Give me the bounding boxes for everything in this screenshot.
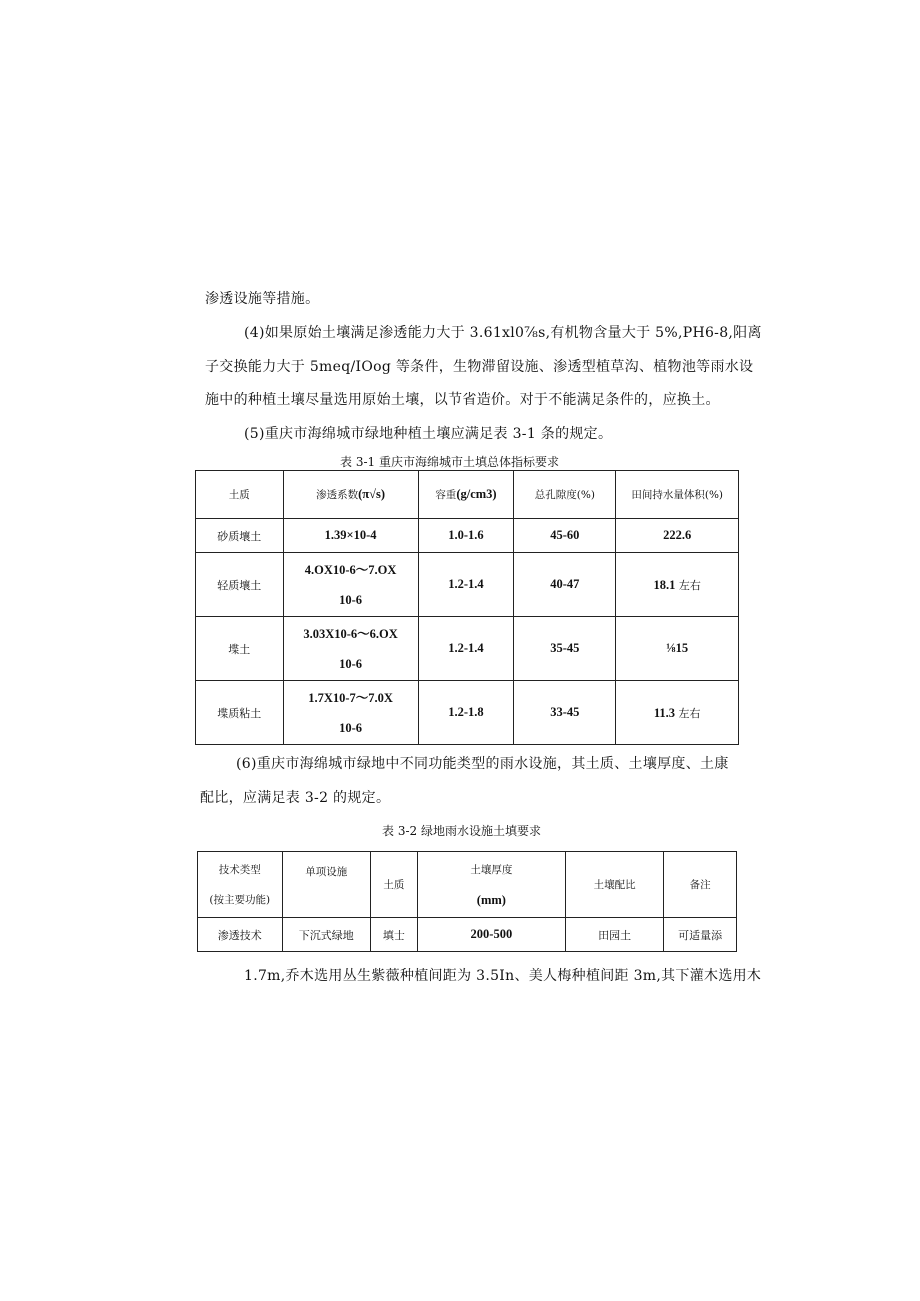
header-cell: 备注 xyxy=(664,852,737,918)
cell-density: 1.2-1.8 xyxy=(418,681,514,745)
table-row xyxy=(196,553,739,617)
water-value: 18.1 xyxy=(653,577,676,592)
header-cell: 田间持水量体积(%) xyxy=(616,471,739,519)
cell-soil: 堞土 xyxy=(196,617,284,681)
header-cell: 土质 xyxy=(196,471,284,519)
header-unit: (mm) xyxy=(476,892,506,907)
header-text: 渗透系数 xyxy=(316,489,359,501)
permeability-line: 1.7X10-7～7.0X xyxy=(308,690,393,705)
table-row xyxy=(196,681,739,745)
text-line: 配比，应满足表 3-2 的规定。 xyxy=(200,790,391,806)
header-cell xyxy=(198,852,283,918)
cell-tech: 渗透技术 xyxy=(198,918,283,952)
cell-porosity: 40-47 xyxy=(514,553,616,617)
text-line: (6)重庆市海绵城市绿地中不同功能类型的雨水设施，其土质、土壤厚度、土康 xyxy=(236,756,729,772)
cell-permeability xyxy=(283,617,418,681)
table-row xyxy=(196,519,739,553)
permeability-line: 3.03X10-6～6.OX xyxy=(303,626,398,641)
header-text: 技术类型 xyxy=(218,863,261,876)
permeability-line: 10-6 xyxy=(339,592,363,607)
header-text: 土壤厚度 xyxy=(470,863,513,876)
header-unit: (g/cm3) xyxy=(456,487,497,501)
permeability-line: 10-6 xyxy=(339,720,363,735)
text-line: 渗透设施等措施。 xyxy=(205,291,320,307)
header-unit: (π√s) xyxy=(358,487,386,501)
cell-water xyxy=(616,519,739,553)
header-cell xyxy=(417,852,565,918)
permeability-line: 4.OX10-6～7.OX xyxy=(304,562,397,577)
table-header-row xyxy=(196,471,739,519)
cell-porosity: 45-60 xyxy=(514,519,616,553)
water-note: 左右 xyxy=(675,706,701,720)
cell-permeability: 1.39×10-4 xyxy=(283,519,418,553)
cell-water xyxy=(616,553,739,617)
header-cell xyxy=(283,471,418,519)
table1-caption: 表 3-1 重庆市海绵城市土填总体指标要求 xyxy=(340,455,559,469)
cell-soil: 砂质壤土 xyxy=(196,519,284,553)
cell-thickness: 200-500 xyxy=(417,918,565,952)
header-cell: 单项设施 xyxy=(282,852,370,918)
table-3-2 xyxy=(197,851,737,952)
text-line: 施中的种植土壤尽量选用原始土壤，以节省造价。对于不能满足条件的，应换土。 xyxy=(205,392,720,408)
cell-note: 可适量添 xyxy=(664,918,737,952)
cell-density: 1.2-1.4 xyxy=(418,553,514,617)
cell-permeability xyxy=(283,553,418,617)
text-line: 子交换能力大于 5meq/IOog 等条件，生物滞留设施、渗透型植草沟、植物池等雨水设 xyxy=(205,359,754,375)
water-value: 11.3 xyxy=(653,705,676,720)
water-value: 222.6 xyxy=(663,528,692,542)
cell-water xyxy=(616,617,739,681)
water-note: 左右 xyxy=(675,578,701,592)
table-row xyxy=(198,918,737,952)
cell-water xyxy=(616,681,739,745)
text-line: 1.7m,乔木选用丛生紫薇种植间距为 3.5In、美人梅种植间距 3m,其下灌木选用木 xyxy=(244,968,762,984)
cell-permeability xyxy=(283,681,418,745)
text-line: (4)如果原始土壤满足渗透能力大于 3.61xl0⅞s,有机物含量大于 5%,PH6-8,阳离 xyxy=(244,325,762,341)
cell-porosity: 33-45 xyxy=(514,681,616,745)
cell-facility: 下沉式绿地 xyxy=(282,918,370,952)
cell-soil: 填士 xyxy=(371,918,418,952)
header-cell: 土壤配比 xyxy=(565,852,663,918)
header-cell xyxy=(418,471,514,519)
cell-density: 1.2-1.4 xyxy=(418,617,514,681)
table-header-row xyxy=(198,852,737,918)
cell-ratio: 田园土 xyxy=(565,918,663,952)
header-cell: 总孔隙度(%) xyxy=(514,471,616,519)
text-line: (5)重庆市海绵城市绿地种植土壤应满足表 3-1 条的规定。 xyxy=(244,426,613,442)
water-value: ⅛15 xyxy=(666,641,689,655)
table2-caption: 表 3-2 绿地雨水设施土填要求 xyxy=(382,824,541,838)
cell-density: 1.0-1.6 xyxy=(418,519,514,553)
permeability-line: 10-6 xyxy=(339,656,363,671)
cell-soil: 堞质粘土 xyxy=(196,681,284,745)
header-text: 容重 xyxy=(435,489,457,501)
header-text: (按主要功能) xyxy=(209,893,271,906)
table-3-1 xyxy=(195,470,739,745)
cell-porosity: 35-45 xyxy=(514,617,616,681)
table-row xyxy=(196,617,739,681)
cell-soil: 轻质壤土 xyxy=(196,553,284,617)
header-cell: 土质 xyxy=(371,852,418,918)
